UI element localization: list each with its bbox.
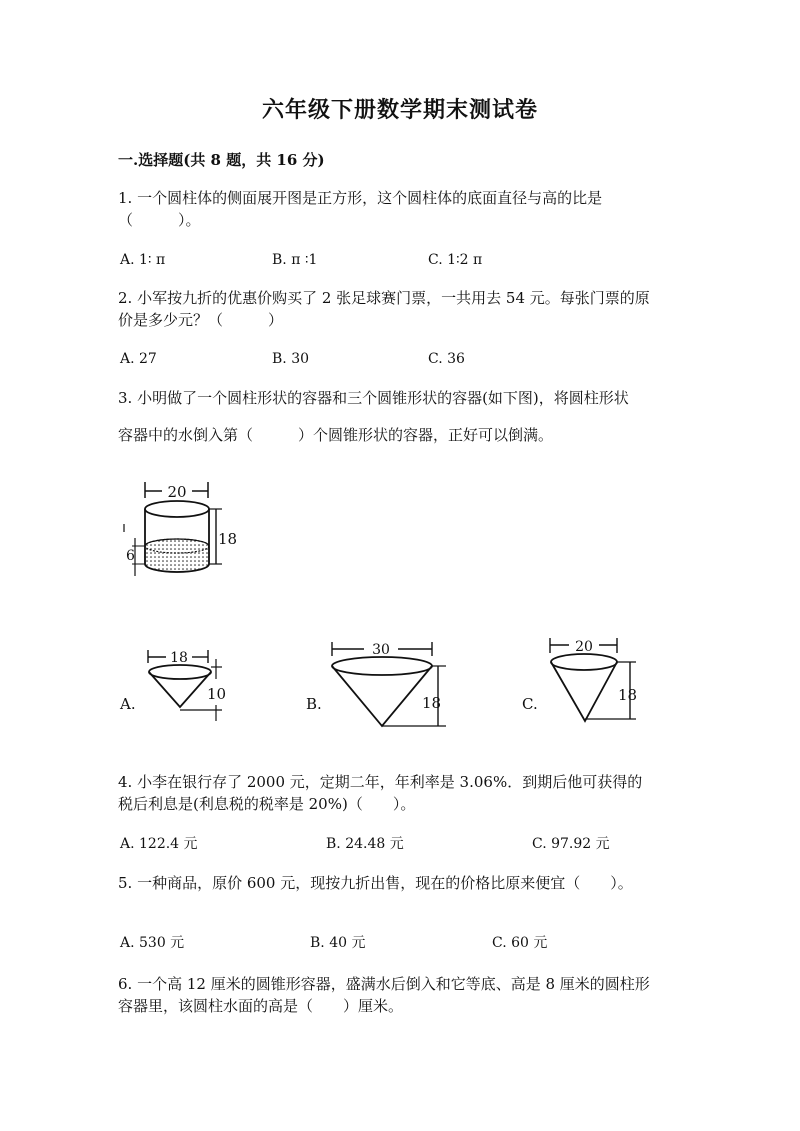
question-4-option-b: B. 24.48 元 bbox=[326, 836, 404, 852]
question-1-line-2: （ ）。 bbox=[118, 211, 201, 229]
cone-c-figure bbox=[542, 633, 652, 728]
section-heading: 一.选择题(共 8 题，共 16 分) bbox=[118, 151, 325, 169]
cylinder-height-label: 18 bbox=[218, 530, 238, 548]
question-2-line-2: 价是多少元？（ ） bbox=[118, 311, 284, 329]
question-1-line-1: 1. 一个圆柱体的侧面展开图是正方形，这个圆柱体的底面直径与高的比是 bbox=[118, 189, 603, 207]
question-4-option-c: C. 97.92 元 bbox=[532, 836, 610, 852]
cone-b-figure bbox=[324, 636, 464, 736]
cone-c-diameter-label: 20 bbox=[575, 639, 593, 655]
question-3-line-1: 3. 小明做了一个圆柱形状的容器和三个圆锥形状的容器(如下图)，将圆柱形状 bbox=[118, 389, 629, 407]
question-3-line-2: 容器中的水倒入第（ ）个圆锥形状的容器，正好可以倒满。 bbox=[118, 426, 554, 444]
question-5-line-1: 5. 一种商品，原价 600 元，现按九折出售，现在的价格比原来便宜（ ）。 bbox=[118, 874, 633, 892]
cylinder-diameter-label: 20 bbox=[167, 483, 187, 501]
cone-b-letter: B. bbox=[306, 695, 322, 713]
question-1-option-b: B. π ∶1 bbox=[272, 252, 318, 268]
cylinder-figure bbox=[118, 476, 278, 586]
question-1-option-a: A. 1∶ π bbox=[120, 252, 166, 268]
question-5-option-b: B. 40 元 bbox=[310, 935, 366, 951]
cone-c-letter: C. bbox=[522, 695, 538, 713]
question-5-option-c: C. 60 元 bbox=[492, 935, 548, 951]
water-height-label: 6 bbox=[126, 548, 135, 564]
question-1-option-c: C. 1∶2 π bbox=[428, 252, 483, 268]
question-2-option-c: C. 36 bbox=[428, 351, 465, 367]
cone-b-diameter-label: 30 bbox=[372, 642, 390, 658]
question-6-line-1: 6. 一个高 12 厘米的圆锥形容器，盛满水后倒入和它等底、高是 8 厘米的圆柱形 bbox=[118, 975, 650, 993]
question-6-line-2: 容器里，该圆柱水面的高是（ ）厘米。 bbox=[118, 997, 404, 1015]
page-title: 六年级下册数学期末测试卷 bbox=[261, 97, 538, 123]
cone-a-diameter-label: 18 bbox=[170, 650, 188, 666]
cone-c-height-label: 18 bbox=[618, 686, 638, 704]
cone-a-letter: A. bbox=[120, 695, 136, 713]
question-5-option-a: A. 530 元 bbox=[120, 935, 185, 951]
question-2-line-1: 2. 小军按九折的优惠价购买了 2 张足球赛门票，一共用去 54 元。每张门票的原 bbox=[118, 289, 650, 307]
question-2-option-b: B. 30 bbox=[272, 351, 310, 367]
question-4-option-a: A. 122.4 元 bbox=[120, 836, 198, 852]
cone-b-height-label: 18 bbox=[422, 694, 442, 712]
cone-a-figure bbox=[140, 645, 240, 725]
question-4-line-2: 税后利息是(利息税的税率是 20%)（ ）。 bbox=[118, 795, 416, 813]
cone-a-height-label: 10 bbox=[207, 685, 227, 703]
question-4-line-1: 4. 小李在银行存了 2000 元，定期二年，年利率是 3.06%．到期后他可获得的 bbox=[118, 773, 643, 791]
question-2-option-a: A. 27 bbox=[120, 351, 157, 367]
